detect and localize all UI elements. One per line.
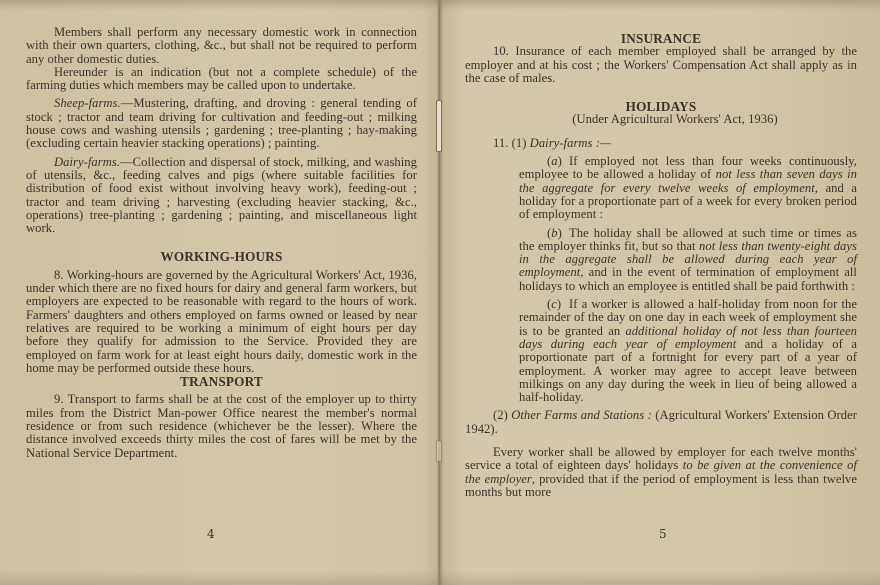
body-text: and a holiday of a proportionate part of a fortnight for every part of a year of employment. A worker may agree to accept leave between milkings on any day during the week in lieu of being allowed a half-holiday. (519, 336, 857, 405)
sheep-farms-label: Sheep-farms. (54, 96, 121, 111)
emphasis-text: not less than seven days in the aggregate for every twelve weeks of employment (519, 167, 858, 195)
clause-number: (2) (493, 408, 508, 423)
clause-11-2 (465, 409, 857, 436)
emphasis-text: to be given at the convenience of the employer (465, 458, 857, 486)
intro-paragraph: Hereunder is an indication (but not a complete schedule) of the farming duties which members may be called upon to undertake. (26, 64, 417, 93)
body-text: , and a holiday for a proportionate part of a week for every broken period of employment : (519, 180, 857, 222)
body-text: If a worker is allowed a half-holiday from noon for the remainder of the day on one day in each week of employment she is to be granted an (519, 297, 857, 338)
body-text: Every worker shall be allowed by employer for each twelve months' service a total of eighteen days' holidays (465, 445, 857, 473)
sheep-farms-text: —Mustering, drafting, and droving : general tending of stock ; tractor and team driving for cultivation and feeding-out ; milking house cows and washing utensils ; gardening ; tree-planting ; hay-making (excluding certain heavier stacking operations) ; painting. (26, 96, 417, 151)
clause-label: Other Farms and Stations : (511, 408, 652, 423)
clause-number: 11. (1) (493, 135, 527, 150)
page-number-left: 4 (207, 527, 215, 541)
body-text: , provided that if the period of employment is less than twelve months but more (465, 471, 857, 499)
staple (436, 100, 442, 152)
left-page (26, 26, 417, 460)
intro-paragraph: Members shall perform any necessary domestic work in connection with their own quarters, clothing, &c., but shall not be required to perform any other domestic duties. (26, 25, 417, 66)
holiday-item (465, 227, 857, 293)
item-label: (b) (547, 225, 562, 240)
item-label: (c) (547, 297, 562, 312)
holidays-final-paragraph (465, 446, 857, 499)
dairy-farms-label: Dairy-farms. (54, 154, 121, 169)
staple (436, 440, 442, 462)
holiday-item (465, 298, 857, 404)
transport-paragraph: 9. Transport to farms shall be at the cost of the employer up to thirty miles from the District Man-power Office nearest the member's normal residence or from such residence (whichever be the lesser). Where the distance involved exceeds thirty miles the cost of fares will be met by the National Service Department. (26, 392, 417, 460)
working-hours-heading: WORKING-HOURS (160, 249, 283, 265)
clause-11-1 (465, 137, 857, 150)
holiday-items-list (465, 155, 857, 404)
holidays-heading: HOLIDAYS (625, 99, 697, 115)
dairy-farms-paragraph (26, 156, 417, 236)
body-text: The holiday shall be allowed at such time or times as the employer thinks fit, but so that (519, 225, 857, 253)
working-hours-paragraph: 8. Working-hours are governed by the Agricultural Workers' Act, 1936, under which there are no fixed hours for dairy and general farm workers, but employers are expected to be reasonable with regard to the hours of work. Farmers' daughters and others employed on farms owned or leased by near relatives are required to be working a minimum of eight hours per day before they qualify for admission to the Service. Provided they are employed on farm work for at least eight hours daily, domestic work in the home may be performed outside these hours. (26, 267, 417, 375)
emphasis-text: not less than twenty-eight days in the aggregate shall be allowed during each year of employment (519, 238, 857, 280)
insurance-paragraph: 10. Insurance of each member employed shall be arranged by the employer and at his cost ; the Workers' Compensation Act shall apply as in the case of males. (465, 44, 857, 85)
clause-text: (Agricultural Workers' Extension Order 1942). (465, 408, 857, 436)
dairy-farms-text: —Collection and dispersal of stock, milking, and washing of utensils, &c., feeding calves and pigs (where suitable facilities for distribution of food exist without involving heavy work), feeding-out ; tractor and team driving ; harvesting (excluding heavier stacking, &c., operations) tree-planting ; gardening ; painting, and miscellaneous light work. (26, 154, 417, 236)
right-page (465, 26, 857, 499)
emphasis-text: additional holiday of not less than fourteen days during each year of employment (519, 323, 857, 351)
body-text: , and in the event of termination of employment all holidays to which an employee is entitled shall be paid forthwith : (519, 265, 857, 293)
transport-heading: TRANSPORT (180, 374, 263, 390)
item-label: (a) (547, 154, 562, 169)
bottom-edge-shadow (0, 571, 880, 585)
center-fold (438, 0, 440, 585)
page-number-right: 5 (659, 527, 667, 541)
clause-label: Dairy-farms :— (529, 135, 612, 150)
body-text: If employed not less than four weeks continuously, employee to be allowed a holiday of (519, 154, 857, 182)
holidays-subheading: (Under Agricultural Workers' Act, 1936) (572, 112, 778, 127)
holiday-item (465, 155, 857, 221)
sheep-farms-paragraph (26, 97, 417, 150)
insurance-heading: INSURANCE (620, 31, 702, 46)
top-edge-shadow (0, 0, 880, 10)
